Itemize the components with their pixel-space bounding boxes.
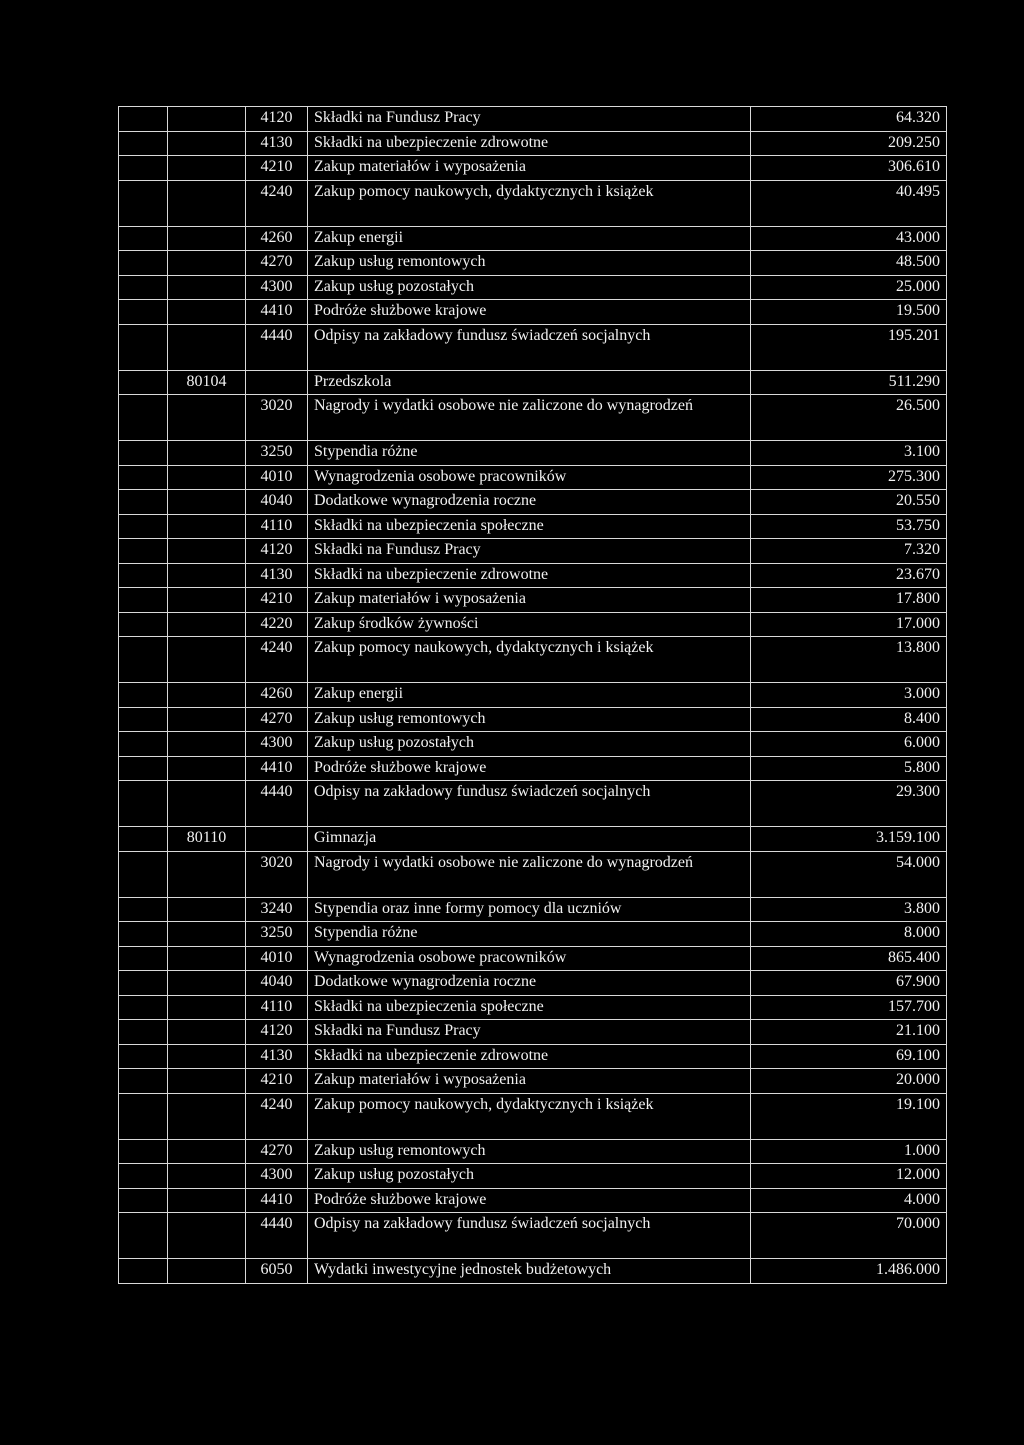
chapter-cell	[119, 490, 168, 515]
paragraph-code-cell: 4410	[246, 756, 308, 781]
section-code-cell	[168, 588, 246, 613]
amount-cell: 67.900	[751, 971, 947, 996]
description-cell: Stypendia różne	[308, 441, 751, 466]
table-row	[119, 324, 947, 370]
table-row	[119, 180, 947, 226]
section-code-cell	[168, 707, 246, 732]
table-row	[119, 946, 947, 971]
section-code-cell	[168, 897, 246, 922]
amount-cell: 511.290	[751, 370, 947, 395]
chapter-cell	[119, 1259, 168, 1284]
chapter-cell	[119, 637, 168, 683]
paragraph-code-cell: 4110	[246, 514, 308, 539]
section-code-cell	[168, 131, 246, 156]
amount-cell: 7.320	[751, 539, 947, 564]
amount-cell: 8.400	[751, 707, 947, 732]
description-cell: Zakup usług remontowych	[308, 1139, 751, 1164]
paragraph-code-cell: 4410	[246, 1188, 308, 1213]
table-row	[119, 1044, 947, 1069]
amount-cell: 70.000	[751, 1213, 947, 1259]
section-code-cell	[168, 1188, 246, 1213]
table-row	[119, 588, 947, 613]
table-row	[119, 465, 947, 490]
amount-cell: 3.800	[751, 897, 947, 922]
section-code-cell	[168, 563, 246, 588]
chapter-cell	[119, 946, 168, 971]
paragraph-code-cell: 3020	[246, 395, 308, 441]
table-row	[119, 1259, 947, 1284]
chapter-cell	[119, 563, 168, 588]
table-row	[119, 971, 947, 996]
chapter-cell	[119, 683, 168, 708]
amount-cell: 64.320	[751, 107, 947, 132]
description-cell: Składki na ubezpieczenie zdrowotne	[308, 1044, 751, 1069]
paragraph-code-cell: 3250	[246, 922, 308, 947]
description-cell: Podróże służbowe krajowe	[308, 1188, 751, 1213]
chapter-cell	[119, 588, 168, 613]
paragraph-code-cell: 4410	[246, 300, 308, 325]
section-code-cell: 80110	[168, 827, 246, 852]
section-code-cell	[168, 251, 246, 276]
description-cell: Podróże służbowe krajowe	[308, 300, 751, 325]
paragraph-code-cell: 4440	[246, 324, 308, 370]
amount-cell: 3.100	[751, 441, 947, 466]
chapter-cell	[119, 441, 168, 466]
description-cell: Stypendia oraz inne formy pomocy dla uczniów	[308, 897, 751, 922]
table-row	[119, 226, 947, 251]
paragraph-code-cell: 3020	[246, 851, 308, 897]
section-code-cell: 80104	[168, 370, 246, 395]
chapter-cell	[119, 995, 168, 1020]
table-row	[119, 107, 947, 132]
section-code-cell	[168, 395, 246, 441]
description-cell: Składki na ubezpieczenia społeczne	[308, 995, 751, 1020]
chapter-cell	[119, 851, 168, 897]
chapter-cell	[119, 226, 168, 251]
amount-cell: 3.000	[751, 683, 947, 708]
paragraph-code-cell: 4130	[246, 563, 308, 588]
section-code-cell	[168, 1069, 246, 1094]
amount-cell: 1.486.000	[751, 1259, 947, 1284]
description-cell: Składki na Fundusz Pracy	[308, 539, 751, 564]
table-row	[119, 156, 947, 181]
description-cell: Odpisy na zakładowy fundusz świadczeń socjalnych	[308, 1213, 751, 1259]
description-cell: Zakup pomocy naukowych, dydaktycznych i książek	[308, 1093, 751, 1139]
section-code-cell	[168, 1164, 246, 1189]
description-cell: Nagrody i wydatki osobowe nie zaliczone do wynagrodzeń	[308, 395, 751, 441]
section-code-cell	[168, 1259, 246, 1284]
amount-cell: 157.700	[751, 995, 947, 1020]
description-cell: Zakup energii	[308, 683, 751, 708]
amount-cell: 53.750	[751, 514, 947, 539]
table-body	[119, 107, 947, 1284]
table-row	[119, 637, 947, 683]
amount-cell: 3.159.100	[751, 827, 947, 852]
section-code-cell	[168, 490, 246, 515]
amount-cell: 19.500	[751, 300, 947, 325]
paragraph-code-cell: 4040	[246, 971, 308, 996]
paragraph-code-cell: 4210	[246, 1069, 308, 1094]
amount-cell: 275.300	[751, 465, 947, 490]
paragraph-code-cell: 4040	[246, 490, 308, 515]
chapter-cell	[119, 251, 168, 276]
chapter-cell	[119, 781, 168, 827]
table-row	[119, 732, 947, 757]
paragraph-code-cell: 4300	[246, 1164, 308, 1189]
paragraph-code-cell: 4130	[246, 131, 308, 156]
paragraph-code-cell: 3250	[246, 441, 308, 466]
section-code-cell	[168, 324, 246, 370]
paragraph-code-cell: 4120	[246, 107, 308, 132]
paragraph-code-cell: 4010	[246, 465, 308, 490]
amount-cell: 17.800	[751, 588, 947, 613]
description-cell: Zakup energii	[308, 226, 751, 251]
chapter-cell	[119, 370, 168, 395]
chapter-cell	[119, 897, 168, 922]
section-code-cell	[168, 781, 246, 827]
table-row	[119, 922, 947, 947]
paragraph-code-cell: 4440	[246, 781, 308, 827]
table-row	[119, 490, 947, 515]
table-row	[119, 707, 947, 732]
description-cell: Wynagrodzenia osobowe pracowników	[308, 465, 751, 490]
description-cell: Składki na Fundusz Pracy	[308, 107, 751, 132]
description-cell: Zakup materiałów i wyposażenia	[308, 156, 751, 181]
chapter-cell	[119, 827, 168, 852]
section-code-cell	[168, 922, 246, 947]
table-row	[119, 612, 947, 637]
section-code-cell	[168, 683, 246, 708]
section-code-cell	[168, 851, 246, 897]
section-code-cell	[168, 514, 246, 539]
paragraph-code-cell	[246, 370, 308, 395]
amount-cell: 6.000	[751, 732, 947, 757]
paragraph-code-cell: 4120	[246, 539, 308, 564]
description-cell: Odpisy na zakładowy fundusz świadczeń socjalnych	[308, 781, 751, 827]
description-cell: Zakup usług remontowych	[308, 251, 751, 276]
section-code-cell	[168, 107, 246, 132]
amount-cell: 29.300	[751, 781, 947, 827]
paragraph-code-cell: 4210	[246, 588, 308, 613]
description-cell: Nagrody i wydatki osobowe nie zaliczone do wynagrodzeń	[308, 851, 751, 897]
paragraph-code-cell: 4440	[246, 1213, 308, 1259]
chapter-cell	[119, 324, 168, 370]
description-cell: Zakup materiałów i wyposażenia	[308, 588, 751, 613]
description-cell: Składki na Fundusz Pracy	[308, 1020, 751, 1045]
paragraph-code-cell: 4270	[246, 707, 308, 732]
chapter-cell	[119, 465, 168, 490]
section-code-cell	[168, 971, 246, 996]
amount-cell: 21.100	[751, 1020, 947, 1045]
paragraph-code-cell: 4220	[246, 612, 308, 637]
description-cell: Zakup usług pozostałych	[308, 275, 751, 300]
description-cell: Wynagrodzenia osobowe pracowników	[308, 946, 751, 971]
amount-cell: 306.610	[751, 156, 947, 181]
description-cell: Gimnazja	[308, 827, 751, 852]
chapter-cell	[119, 395, 168, 441]
amount-cell: 1.000	[751, 1139, 947, 1164]
amount-cell: 54.000	[751, 851, 947, 897]
amount-cell: 195.201	[751, 324, 947, 370]
chapter-cell	[119, 612, 168, 637]
chapter-cell	[119, 707, 168, 732]
chapter-cell	[119, 131, 168, 156]
description-cell: Zakup środków żywności	[308, 612, 751, 637]
table-row	[119, 539, 947, 564]
table-row	[119, 131, 947, 156]
amount-cell: 17.000	[751, 612, 947, 637]
section-code-cell	[168, 180, 246, 226]
paragraph-code-cell: 4210	[246, 156, 308, 181]
section-code-cell	[168, 300, 246, 325]
description-cell: Wydatki inwestycyjne jednostek budżetowych	[308, 1259, 751, 1284]
chapter-cell	[119, 539, 168, 564]
section-code-cell	[168, 732, 246, 757]
chapter-cell	[119, 1164, 168, 1189]
chapter-cell	[119, 1069, 168, 1094]
chapter-cell	[119, 971, 168, 996]
section-code-cell	[168, 756, 246, 781]
section-code-cell	[168, 1213, 246, 1259]
amount-cell: 4.000	[751, 1188, 947, 1213]
table-row	[119, 1020, 947, 1045]
table-row	[119, 514, 947, 539]
paragraph-code-cell: 4300	[246, 732, 308, 757]
table-row	[119, 251, 947, 276]
table-row	[119, 1188, 947, 1213]
table-row	[119, 995, 947, 1020]
paragraph-code-cell: 4240	[246, 637, 308, 683]
chapter-cell	[119, 1139, 168, 1164]
amount-cell: 48.500	[751, 251, 947, 276]
amount-cell: 19.100	[751, 1093, 947, 1139]
paragraph-code-cell	[246, 827, 308, 852]
description-cell: Zakup pomocy naukowych, dydaktycznych i książek	[308, 180, 751, 226]
table-row	[119, 563, 947, 588]
section-code-cell	[168, 226, 246, 251]
section-code-cell	[168, 612, 246, 637]
amount-cell: 12.000	[751, 1164, 947, 1189]
amount-cell: 20.000	[751, 1069, 947, 1094]
section-code-cell	[168, 1139, 246, 1164]
budget-table	[118, 106, 947, 1284]
description-cell: Składki na ubezpieczenie zdrowotne	[308, 131, 751, 156]
amount-cell: 40.495	[751, 180, 947, 226]
table-row	[119, 1164, 947, 1189]
paragraph-code-cell: 4260	[246, 226, 308, 251]
amount-cell: 23.670	[751, 563, 947, 588]
chapter-cell	[119, 732, 168, 757]
paragraph-code-cell: 4260	[246, 683, 308, 708]
description-cell: Przedszkola	[308, 370, 751, 395]
section-code-cell	[168, 156, 246, 181]
section-code-cell	[168, 946, 246, 971]
amount-cell: 20.550	[751, 490, 947, 515]
section-row	[119, 370, 947, 395]
section-code-cell	[168, 995, 246, 1020]
table-row	[119, 275, 947, 300]
chapter-cell	[119, 1188, 168, 1213]
description-cell: Stypendia różne	[308, 922, 751, 947]
table-row	[119, 1093, 947, 1139]
amount-cell: 209.250	[751, 131, 947, 156]
paragraph-code-cell: 4120	[246, 1020, 308, 1045]
amount-cell: 25.000	[751, 275, 947, 300]
chapter-cell	[119, 1044, 168, 1069]
section-code-cell	[168, 1044, 246, 1069]
table-row	[119, 395, 947, 441]
paragraph-code-cell: 4240	[246, 180, 308, 226]
paragraph-code-cell: 4010	[246, 946, 308, 971]
description-cell: Składki na ubezpieczenie zdrowotne	[308, 563, 751, 588]
paragraph-code-cell: 4300	[246, 275, 308, 300]
section-code-cell	[168, 637, 246, 683]
paragraph-code-cell: 4270	[246, 251, 308, 276]
chapter-cell	[119, 922, 168, 947]
table-row	[119, 756, 947, 781]
paragraph-code-cell: 6050	[246, 1259, 308, 1284]
table-row	[119, 683, 947, 708]
table-row	[119, 781, 947, 827]
section-code-cell	[168, 1093, 246, 1139]
table-row	[119, 851, 947, 897]
paragraph-code-cell: 4270	[246, 1139, 308, 1164]
chapter-cell	[119, 300, 168, 325]
paragraph-code-cell: 3240	[246, 897, 308, 922]
description-cell: Dodatkowe wynagrodzenia roczne	[308, 971, 751, 996]
table-row	[119, 1213, 947, 1259]
description-cell: Zakup usług remontowych	[308, 707, 751, 732]
table-row	[119, 897, 947, 922]
chapter-cell	[119, 107, 168, 132]
description-cell: Dodatkowe wynagrodzenia roczne	[308, 490, 751, 515]
chapter-cell	[119, 156, 168, 181]
amount-cell: 13.800	[751, 637, 947, 683]
description-cell: Zakup materiałów i wyposażenia	[308, 1069, 751, 1094]
chapter-cell	[119, 514, 168, 539]
section-code-cell	[168, 441, 246, 466]
description-cell: Zakup pomocy naukowych, dydaktycznych i książek	[308, 637, 751, 683]
chapter-cell	[119, 1020, 168, 1045]
description-cell: Zakup usług pozostałych	[308, 1164, 751, 1189]
amount-cell: 43.000	[751, 226, 947, 251]
table-row	[119, 300, 947, 325]
chapter-cell	[119, 1213, 168, 1259]
amount-cell: 865.400	[751, 946, 947, 971]
table-row	[119, 1069, 947, 1094]
paragraph-code-cell: 4110	[246, 995, 308, 1020]
description-cell: Odpisy na zakładowy fundusz świadczeń socjalnych	[308, 324, 751, 370]
amount-cell: 5.800	[751, 756, 947, 781]
description-cell: Zakup usług pozostałych	[308, 732, 751, 757]
chapter-cell	[119, 275, 168, 300]
description-cell: Podróże służbowe krajowe	[308, 756, 751, 781]
section-row	[119, 827, 947, 852]
amount-cell: 26.500	[751, 395, 947, 441]
paragraph-code-cell: 4130	[246, 1044, 308, 1069]
description-cell: Składki na ubezpieczenia społeczne	[308, 514, 751, 539]
amount-cell: 69.100	[751, 1044, 947, 1069]
section-code-cell	[168, 1020, 246, 1045]
chapter-cell	[119, 180, 168, 226]
section-code-cell	[168, 465, 246, 490]
table-row	[119, 1139, 947, 1164]
chapter-cell	[119, 1093, 168, 1139]
table-row	[119, 441, 947, 466]
paragraph-code-cell: 4240	[246, 1093, 308, 1139]
section-code-cell	[168, 539, 246, 564]
chapter-cell	[119, 756, 168, 781]
amount-cell: 8.000	[751, 922, 947, 947]
section-code-cell	[168, 275, 246, 300]
